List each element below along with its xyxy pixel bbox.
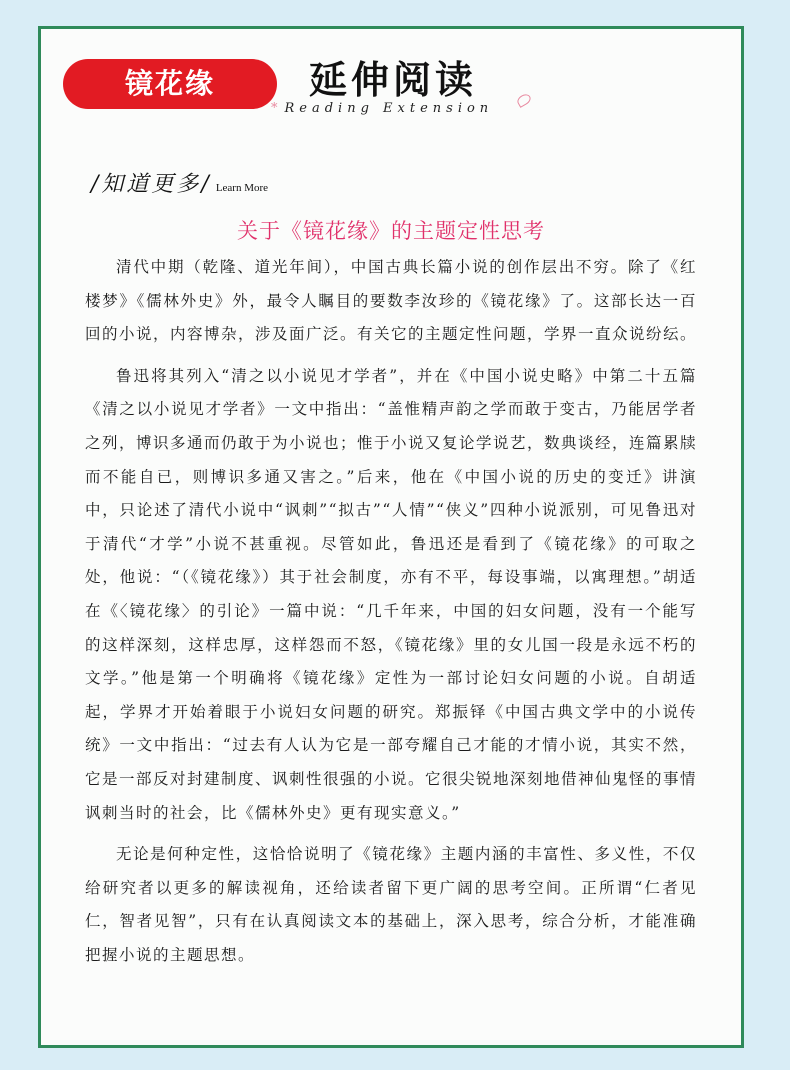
section-label bbox=[91, 167, 268, 198]
page-title: 延伸阅读 bbox=[309, 57, 478, 102]
petal-icon bbox=[515, 92, 532, 108]
page-subtitle bbox=[271, 101, 493, 116]
section-label-en: Learn More bbox=[215, 182, 269, 194]
book-title-badge: 镜花缘 bbox=[63, 59, 277, 109]
book-page bbox=[38, 26, 744, 1048]
article-body bbox=[85, 251, 697, 980]
paragraph: 无论是何种定性，这恰恰说明了《镜花缘》主题内涵的丰富性、多义性，不仅给研究者以更多的解读视角，还给读者留下更广阔的思考空间。正所谓“仁者见仁，智者见智”，只有在认真阅读文本的基础上，深入思考，综合分析，才能准确把握小说的主题思想。 bbox=[85, 845, 697, 964]
article-title: 关于《镜花缘》的主题定性思考 bbox=[237, 219, 545, 243]
paragraph: 鲁迅将其列入“清之以小说见才学者”，并在《中国小说史略》中第二十五篇《清之以小说见才学者》一文中指出：“盖惟精声韵之学而敢于变古，乃能居学者之列，博识多通而仍敢于为小说也；惟于小说又复论学说艺，数典谈经，连篇累牍而不能自已，则博识多通又害之。”后来，他在《中国小说的历史的变迁》讲演中，只论述了清代小说中“讽刺”“拟古”“人情”“侠义”四种小说派别，可见鲁迅对于清代“才学”小说不甚重视。尽管如此，鲁迅还是看到了《镜花缘》的可取之处，他说：“（《镜花缘》）其于社会制度，亦有不平，每设事端，以寓理想。”胡适在《〈镜花缘〉的引论》一篇中说：“几千年来，中国的妇女问题，没有一个能写的这样深刻，这样忠厚，这样怨而不怒，《镜花缘》里的女儿国一段是永远不朽的文学。”他是第一个明确将《镜花缘》定性为一部讨论妇女问题的小说。自胡适起，学界才开始着眼于小说妇女问题的研究。郑振铎《中国古典文学中的小说传统》一文中指出：“过去有人认为它是一部夸耀自己才能的才情小说，其实不然，它是一部反对封建制度、讽刺性很强的小说。它很尖锐地深刻地借神仙鬼怪的事情讽刺当时的社会，比《儒林外史》更有现实意义。” bbox=[85, 366, 698, 822]
section-label-cn: /知道更多/ bbox=[91, 172, 212, 197]
subtitle-text: Reading Extension bbox=[284, 101, 494, 116]
paragraph: 清代中期（乾隆、道光年间），中国古典长篇小说的创作层出不穷。除了《红楼梦》《儒林外史》外，最令人瞩目的要数李汝珍的《镜花缘》了。这部长达一百回的小说，内容博杂，涉及面广泛。有关它的主题定性问题，学界一直众说纷纭。 bbox=[85, 258, 698, 344]
star-icon: * bbox=[271, 101, 283, 116]
